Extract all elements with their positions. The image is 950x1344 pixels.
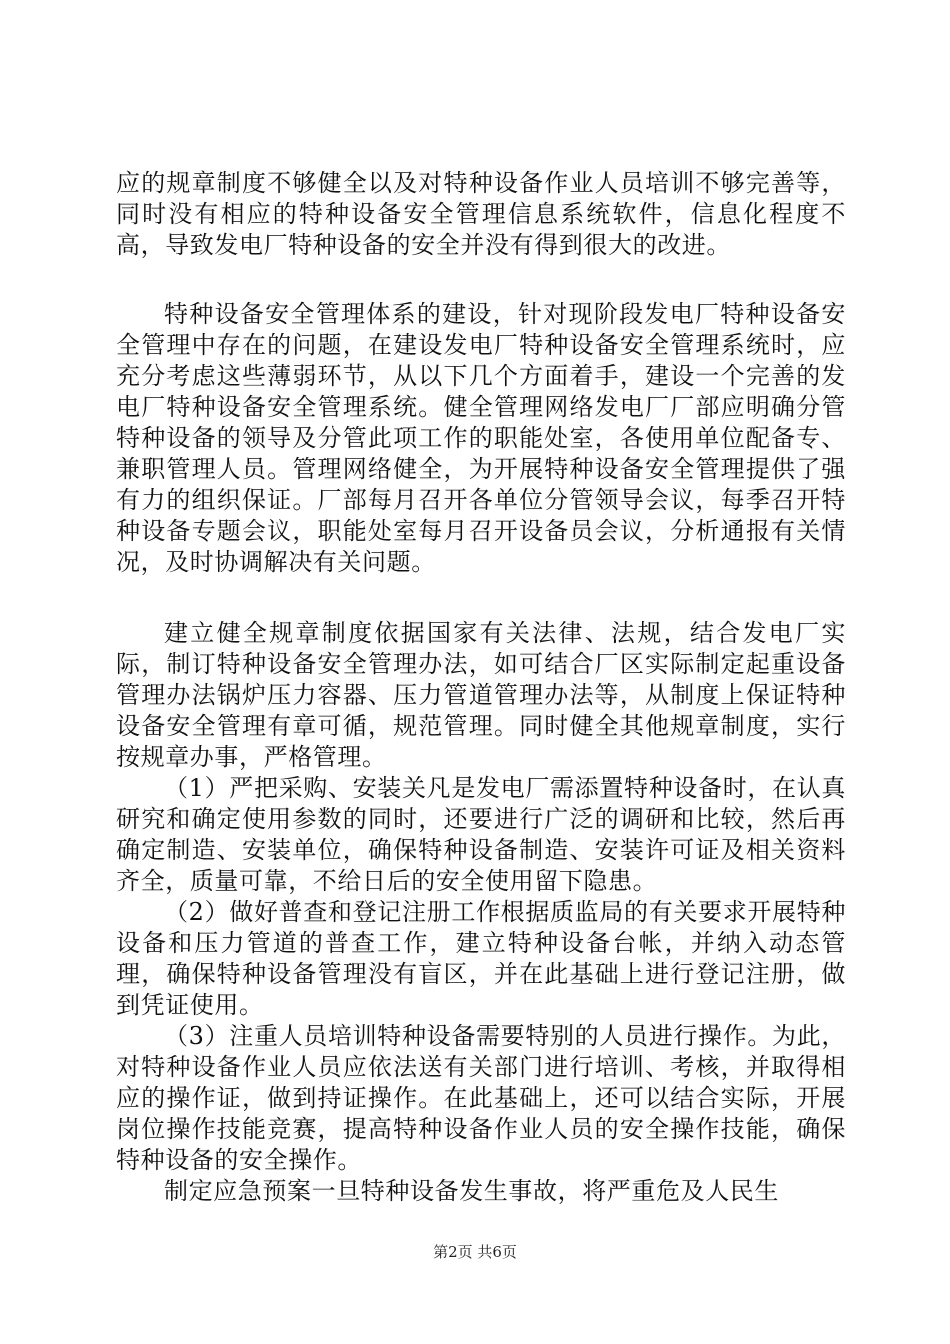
paragraph-item-2: （2）做好普查和登记注册工作根据质监局的有关要求开展特种设备和压力管道的普查工作，建立特种设备台帐，并纳入动态管理，确保特种设备管理没有盲区，并在此基础上进行登记注册，做到凭证使用。	[116, 898, 846, 1019]
paragraph-system-construction: 特种设备安全管理体系的建设，针对现阶段发电厂特种设备安全管理中存在的问题，在建设发电厂特种设备安全管理系统时，应充分考虑这些薄弱环节，从以下几个方面着手，建设一个完善的发电厂特种设备安全管理系统。健全管理网络发电厂厂部应明确分管特种设备的领导及分管此项工作的职能处室，各使用单位配备专、兼职管理人员。管理网络健全，为开展特种设备安全管理提供了强有力的组织保证。厂部每月召开各单位分管领导会议，每季召开特种设备专题会议，职能处室每月召开设备员会议，分析通报有关情况，及时协调解决有关问题。	[116, 300, 846, 576]
page-footer: 第2页 共6页	[433, 1243, 517, 1261]
paragraph-item-1: （1）严把采购、安装关凡是发电厂需添置特种设备时，在认真研究和确定使用参数的同时，还要进行广泛的调研和比较，然后再确定制造、安装单位，确保特种设备制造、安装许可证及相关资料齐全，质量可靠，不给日后的安全使用留下隐患。	[116, 774, 846, 895]
paragraph-continuation: 应的规章制度不够健全以及对特种设备作业人员培训不够完善等，同时没有相应的特种设备安全管理信息系统软件，信息化程度不高，导致发电厂特种设备的安全并没有得到很大的改进。	[116, 169, 846, 259]
paragraph-item-3: （3）注重人员培训特种设备需要特别的人员进行操作。为此，对特种设备作业人员应依法送有关部门进行培训、考核，并取得相应的操作证，做到持证操作。在此基础上，还可以结合实际，开展岗位操作技能竞赛，提高特种设备作业人员的安全操作技能，确保特种设备的安全操作。	[116, 1022, 846, 1174]
paragraph-emergency-plan: 制定应急预案一旦特种设备发生事故，将严重危及人民生	[164, 1177, 779, 1205]
paragraph-rules-regulations: 建立健全规章制度依据国家有关法律、法规，结合发电厂实际，制订特种设备安全管理办法，如可结合厂区实际制定起重设备管理办法锅炉压力容器、压力管道管理办法等，从制度上保证特种设备安全管理有章可循，规范管理。同时健全其他规章制度，实行按规章办事，严格管理。	[116, 619, 846, 771]
document-body	[116, 168, 846, 1207]
